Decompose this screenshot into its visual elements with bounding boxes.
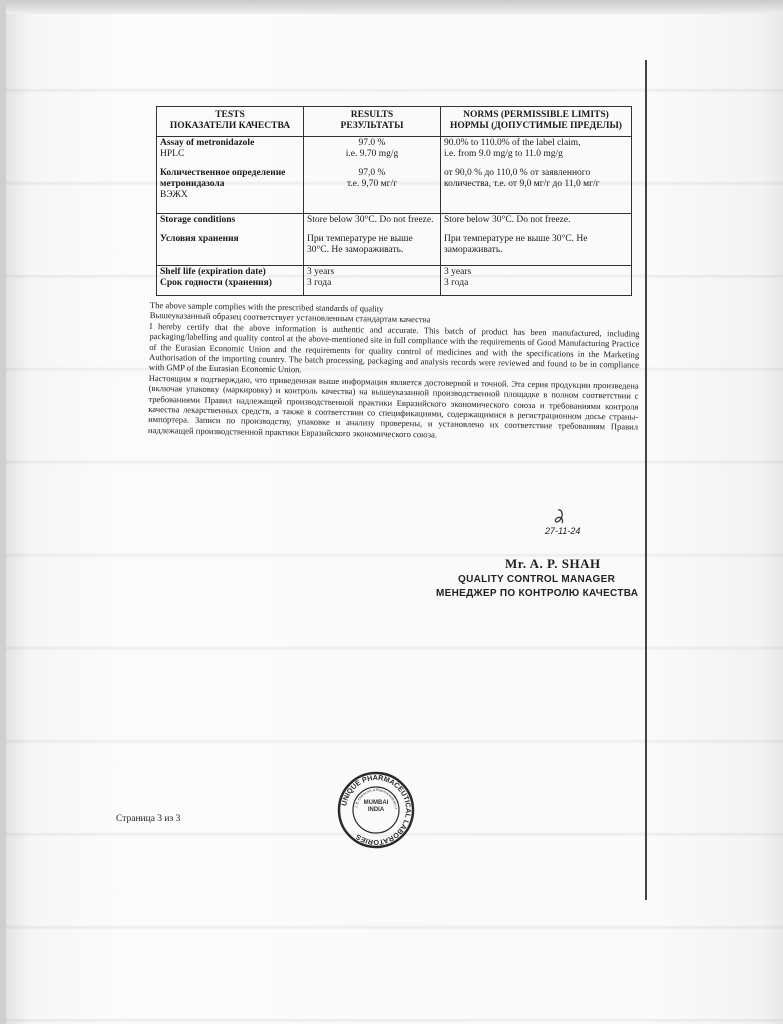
assay-result-ru-2: т.е. 9,70 мг/г xyxy=(346,178,398,189)
storage-test-ru: Условия хранения xyxy=(160,234,239,245)
shelf-norm-en: 3 years xyxy=(444,267,472,278)
assay-norm-cell xyxy=(441,136,632,214)
svg-text:UNIQUE PHARMACEUTICAL LABORATO: UNIQUE PHARMACEUTICAL LABORATORIES xyxy=(339,772,414,848)
certification-statement xyxy=(148,300,640,443)
complies-statement-ru: Вышеуказанный образец соответствует установленным стандартам качества xyxy=(149,310,431,325)
header-results xyxy=(304,107,441,137)
scan-top-shadow xyxy=(0,0,783,14)
header-results-en: RESULTS xyxy=(350,110,394,121)
storage-test-en: Storage conditions xyxy=(160,215,236,226)
assay-test-ru-2: метронидазола xyxy=(160,178,225,189)
table-row-assay xyxy=(157,136,632,214)
storage-norm-en: Store below 30°C. Do not freeze. xyxy=(444,215,571,226)
assay-method-ru: ВЭЖХ xyxy=(160,189,188,200)
storage-norm-ru-2: замораживать. xyxy=(444,245,503,256)
assay-test-ru: Количественное определение xyxy=(160,167,286,178)
table-row-shelf-life xyxy=(157,266,632,296)
storage-test-cell xyxy=(157,214,304,266)
signatory-title-ru: МЕНЕДЖЕР ПО КОНТРОЛЮ КАЧЕСТВА xyxy=(436,588,639,599)
assay-result-en-2: i.e. 9.70 mg/g xyxy=(345,148,399,159)
table-header-row xyxy=(157,107,632,137)
svg-text:J. B. Chemicals & Pharmaceutic: J. B. Chemicals & Pharmaceuticals Lt xyxy=(354,787,398,810)
header-tests-ru: ПОКАЗАТЕЛИ КАЧЕСТВА xyxy=(169,121,291,132)
header-norms-ru: НОРМЫ (ДОПУСТИМЫЕ ПРЕДЕЛЫ) xyxy=(450,121,622,132)
shelf-test-ru: Срок годности (хранения) xyxy=(160,278,272,289)
storage-norm-ru: При температуре не выше 30°С. Не xyxy=(444,234,588,245)
assay-norm-en-2: i.e. from 9.0 mg/g to 11.0 mg/g xyxy=(444,148,563,159)
assay-test-en: Assay of metronidazole xyxy=(160,137,255,148)
right-margin-rule xyxy=(645,60,647,900)
signatory-title-en: QUALITY CONTROL MANAGER xyxy=(458,574,616,585)
certify-statement-en: I hereby certify that the above information is authentic and accurate. This batch of product has been manufactured, including packaging/labelling and quality control at the above-mentioned site in full compliance with the requirements of Good Manufacturing Practice of the Eurasian Economic Union and the requirements for quality control of medicines and with the specifications in the Marketing Authorisation of the importing country. The batch processing, packaging and analysis records were reviewed and found to be in compliance with GMP of the Eurasian Economic Union. xyxy=(148,320,640,375)
assay-test-cell xyxy=(157,136,304,214)
shelf-result-en: 3 years xyxy=(307,267,335,278)
header-results-ru: РЕЗУЛЬТАТЫ xyxy=(340,121,404,132)
header-norms-en: NORMS (PERMISSIBLE LIMITS) xyxy=(463,110,609,121)
signatory-name: Mr. A. P. SHAH xyxy=(505,556,601,571)
shelf-norm-ru: 3 года xyxy=(444,278,469,289)
certify-statement-ru: Настоящим я подтверждаю, что приведенная выше информация является достоверной и точной. Эта серия продукции произведена (включая упаковку (маркировку) и контроль качества) на вышеуказанной производственной площадке в полном соответствии с требованиями Правил надлежащей производственной практики Евразийского экономического союза и требованиями контроля качества лекарственных средств, а также в соответствии со спецификациями, содержащимися в регистрационном досье страны-импортера. Записи по производству, упаковке и анализу проверены, и установлено их соответствие требованиям Правил надлежащей производственной практики Евразийского экономического союза. xyxy=(147,372,639,440)
storage-result-ru-2: 30°С. Не замораживать. xyxy=(307,245,404,256)
shelf-test-en: Shelf life (expiration date) xyxy=(160,267,266,278)
assay-result-en: 97.0 % xyxy=(358,137,386,148)
stamp-country: INDIA xyxy=(367,807,385,813)
shelf-norm-cell xyxy=(441,266,632,296)
assay-method-en: HPLC xyxy=(160,148,185,159)
stamp-city: MUMBAI xyxy=(363,800,389,806)
signature-date: 27-11-24 xyxy=(545,526,581,536)
shelf-result-ru: 3 года xyxy=(307,278,332,289)
assay-result-cell xyxy=(304,136,441,214)
assay-norm-ru-2: количества, т.е. от 9,0 мг/г до 11,0 мг/г xyxy=(444,178,600,189)
quality-results-table xyxy=(156,106,632,296)
shelf-test-cell xyxy=(157,266,304,296)
assay-result-ru: 97,0 % xyxy=(358,167,386,178)
assay-norm-en: 90.0% to 110.0% of the label claim, xyxy=(444,137,581,148)
header-tests-en: TESTS xyxy=(215,110,245,121)
storage-result-cell xyxy=(304,214,441,266)
shelf-result-cell xyxy=(304,266,441,296)
header-norms xyxy=(441,107,632,137)
stamp-location xyxy=(353,800,399,814)
storage-norm-cell xyxy=(441,214,632,266)
table-row-storage xyxy=(157,214,632,266)
storage-result-en: Store below 30°C. Do not freeze. xyxy=(307,215,434,226)
storage-result-ru: При температуре не выше xyxy=(307,234,413,245)
assay-norm-ru: от 90,0 % до 110,0 % от заявленного xyxy=(444,167,591,178)
header-tests xyxy=(157,107,304,137)
scan-left-edge xyxy=(0,0,6,1024)
page-number: Страница 3 из 3 xyxy=(116,814,181,824)
complies-statement-en: The above sample complies with the prescribed standards of quality xyxy=(149,300,384,314)
